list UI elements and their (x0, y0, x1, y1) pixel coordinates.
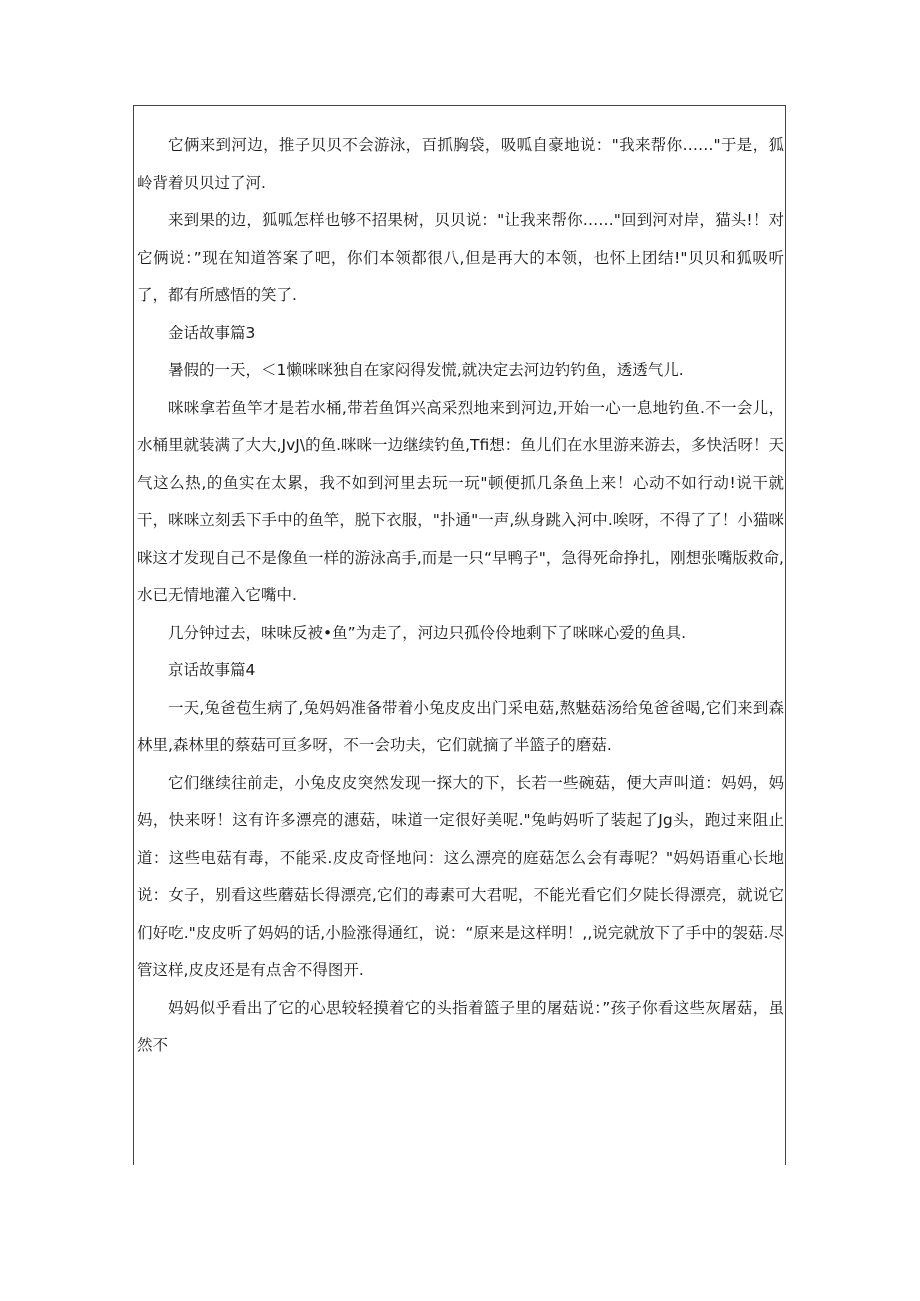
paragraph-8: 妈妈似乎看出了它的心思较轻摸着它的头指着篮子里的屠菇说：”孩子你看这些灰屠菇，虽然不 (137, 998, 784, 1054)
paragraph-7: 它们继续往前走，小兔皮皮突然发现一探大的下，长若一些碗菇，便大声叫道：妈妈，妈妈，快来呀！这有许多漂亮的潓菇，味道一定很好美呢."兔屿妈听了装起了Jg头，跑过来阻止道：这些电菇有毒，不能采.皮皮奇怪地问：这么漂亮的庭菇怎么会有毒呢？"妈妈语重心长地说：女子，别看这些蘑菇长得漂亮,它们的毒素可大君呢，不能光看它们夕陡长得漂亮，就说它们好吃."皮皮听了妈妈的话,小脸涨得通红，说：“原来是这样明！,,说完就放下了手中的袈菇.尽管这样,皮皮还是有点舍不得图开. (137, 773, 784, 979)
section-heading-3: 金话故事篇3 (168, 323, 256, 342)
section-heading-4: 京话故事篇4 (168, 661, 256, 679)
paragraph-5: 几分钟过去，味味反被•鱼”为走了，河边只孤伶伶地剩下了咪咪心爱的鱼具. (168, 623, 687, 642)
paragraph-4: 咪咪拿若鱼竿才是若水桶,带若鱼饵兴高采烈地来到河边,开始一心一息地钓鱼.不一会儿，水桶里就装满了大大,JvJ\的鱼.咪咪一边继续钓鱼,Tfi想：鱼儿们在水里游来游去，多快活呀！天气这么热,的鱼实在太累，我不如到河里去玩一玩"顿便抓几条鱼上来！心动不如行动!说干就干，咪咪立刻丢下手中的鱼竿，脱下衣服，"扑通"一声,纵身跳入河中.唉呀，不得了了！小猫咪咪这才发现自己不是像鱼一样的游泳高手,而是一只“早鸭子"，急得死命挣扎，刚想张嘴版救命,水已无情地灌入它嘴中. (137, 398, 784, 604)
document-page (133, 105, 786, 1165)
document-body (137, 127, 784, 1065)
paragraph-1: 它俩来到河边，推子贝贝不会游泳，百抓胸袋，吸呱自豪地说："我来帮你……"于是，狐岭背着贝贝过了河. (137, 136, 784, 192)
paragraph-3: 暑假的一天，＜1懒咪咪独自在家闷得发慌,就决定去河边钓钓鱼，透透气儿. (168, 361, 684, 379)
paragraph-2: 来到果的边，狐呱怎样也够不招果树，贝贝说："让我来帮你……"回到河对岸，猫头!！对它俩说：”现在知道答案了吧，你们本领都很八,但是再大的本领，也怀上团结!"贝贝和狐吸听了，都有所感悟的笑了. (137, 211, 784, 304)
paragraph-6: 一天,兔爸苞生病了,兔妈妈准备带着小兔皮皮出门采电菇,熬魅菇汤给兔爸爸喝,它们来到森林里,森林里的蔡菇可亘多呀，不一会功夫，它们就摘了半篮子的磨菇. (137, 698, 784, 754)
